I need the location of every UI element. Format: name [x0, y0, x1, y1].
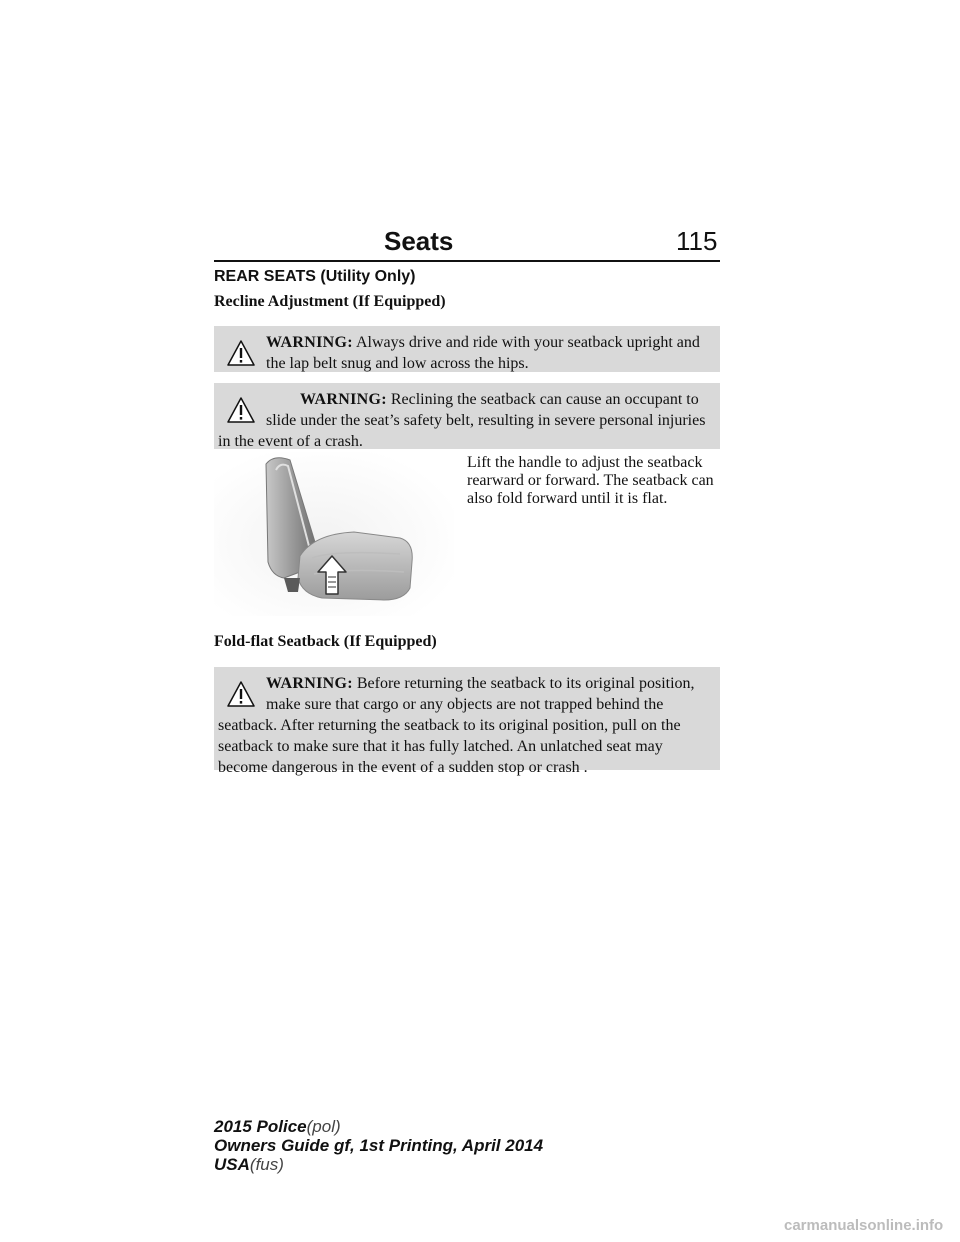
footer-edition: Owners Guide gf, 1st Printing, April 2014 [214, 1136, 544, 1155]
warning-text: Always drive and ride with your seatback upright and the lap belt snug and low across the hips. [266, 334, 700, 372]
footer-model-code: (pol) [306, 1117, 341, 1136]
footer-market-code: (fus) [249, 1155, 284, 1174]
footer-market: USA [214, 1155, 250, 1174]
warning-box-1 [214, 326, 720, 372]
warning-box-2 [214, 383, 720, 449]
watermark: carmanualsonline.info [784, 1217, 944, 1234]
header-rule [214, 260, 720, 262]
page-number: 115 [676, 226, 718, 256]
recline-heading: Recline Adjustment (If Equipped) [214, 293, 446, 310]
warning-triangle-icon [226, 338, 256, 368]
warning-label: WARNING: [300, 391, 387, 408]
recline-instructions: Lift the handle to adjust the seatback rearward or forward. The seatback can also fold forward until it is flat. [467, 454, 714, 507]
warning-text: Before returning the seatback to its original position, make sure that cargo or any objects are not trapped behind the seatback. After returning the seatback to its original position, pull on the seatback to make sure that it has fully latched. An unlatched seat may become dangerous in the event of a sudden stop or crash . [218, 675, 695, 776]
warning-triangle-icon [226, 679, 256, 709]
section-heading: REAR SEATS (Utility Only) [214, 268, 416, 285]
warning-label: WARNING: [266, 334, 353, 351]
warning-box-3 [214, 667, 720, 776]
warning-label: WARNING: [266, 675, 353, 692]
document-footer [214, 1117, 543, 1174]
foldflat-heading: Fold-flat Seatback (If Equipped) [214, 633, 437, 650]
footer-model: 2015 Police [214, 1117, 307, 1136]
page-header-title: Seats [384, 226, 454, 256]
warning-triangle-icon [226, 395, 256, 425]
seat-recline-illustration [214, 452, 454, 616]
warning-text: Reclining the seatback can cause an occupant to slide under the seat’s safety belt, resulting in severe personal injuries in the event of a crash. [218, 391, 706, 450]
